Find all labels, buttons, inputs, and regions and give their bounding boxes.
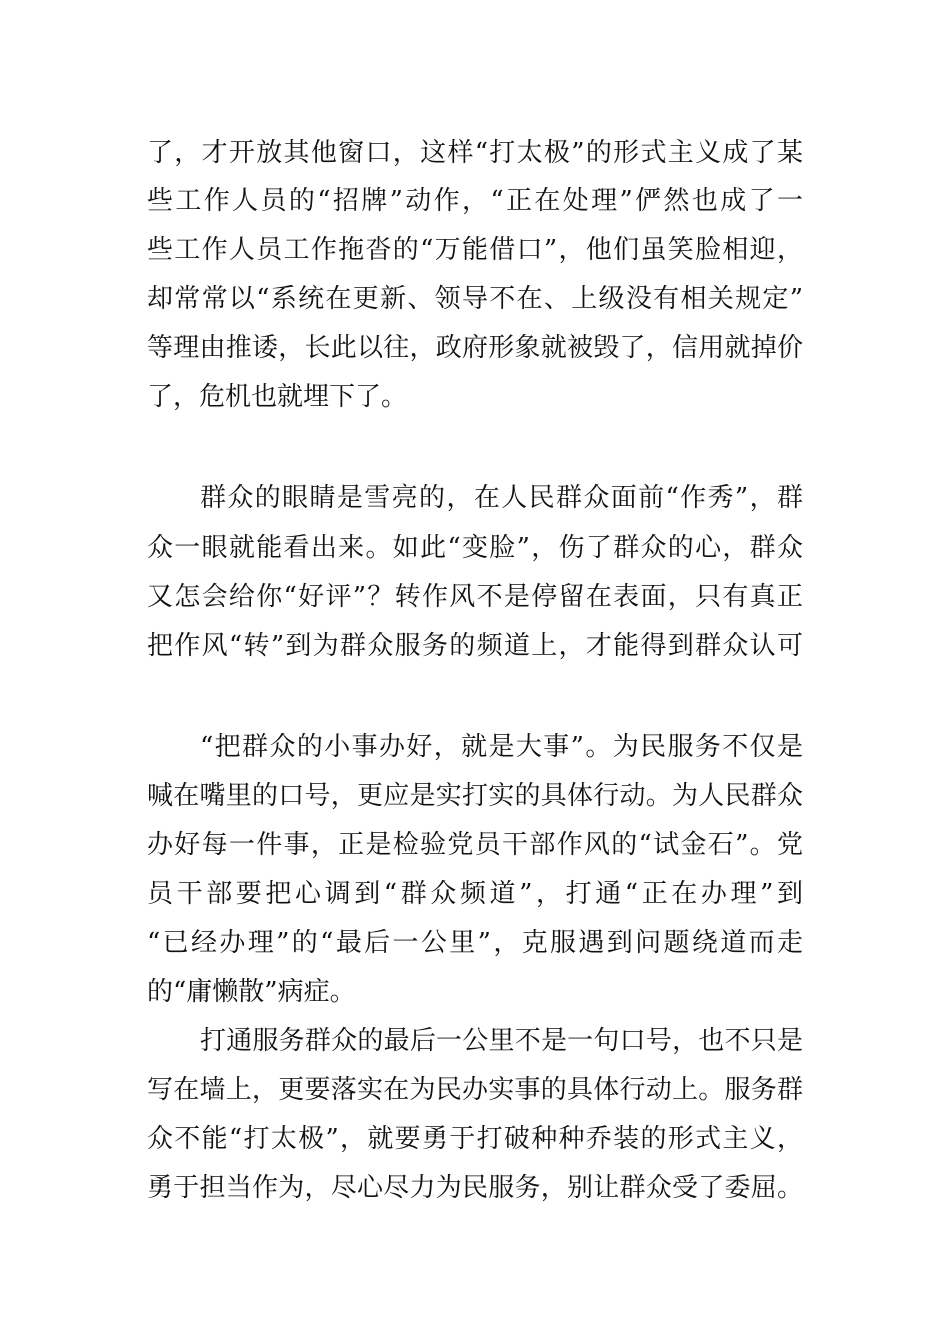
text-line: 群众的眼睛是雪亮的，在人民群众面前“作秀”，群 [200,483,803,513]
text-line: “已经办理”的“最后一公里”，克服遇到问题绕道而走 [147,928,803,958]
text-line: 却常常以“系统在更新、领导不在、上级没有相关规定” [147,284,803,314]
text-line: 又怎会给你“好评”？转作风不是停留在表面，只有真正 [147,582,803,612]
text-line: 些工作人员的“招牌”动作，“正在处理”俨然也成了一 [147,186,803,216]
text-line: 勇于担当作为，尽心尽力为民服务，别让群众受了委屈。 [147,1173,803,1203]
text-line: 喊在嘴里的口号，更应是实打实的具体行动。为人民群众 [147,781,803,811]
text-line: 把作风“转”到为群众服务的频道上，才能得到群众认可 [147,631,803,661]
text-line: 办好每一件事，正是检验党员干部作风的“试金石”。党 [147,830,803,860]
text-line: 了，危机也就埋下了。 [147,382,408,412]
text-line: 众不能“打太极”，就要勇于打破种种乔装的形式主义， [147,1124,803,1154]
text-line: 了，才开放其他窗口，这样“打太极”的形式主义成了某 [147,138,803,168]
text-line: 等理由推诿，长此以往，政府形象就被毁了，信用就掉价 [147,333,803,363]
text-line: 些工作人员工作拖沓的“万能借口”，他们虽笑脸相迎， [147,235,803,265]
text-line: 写在墙上，更要落实在为民办实事的具体行动上。服务群 [147,1075,803,1105]
text-line: 员干部要把心调到“群众频道”，打通“正在办理”到 [147,879,803,909]
text-line: 打通服务群众的最后一公里不是一句口号，也不只是 [200,1026,803,1056]
text-line: “把群众的小事办好，就是大事”。为民服务不仅是 [200,732,803,762]
text-line: 的“庸懒散”病症。 [147,977,356,1007]
text-line: 众一眼就能看出来。如此“变脸”，伤了群众的心，群众 [147,533,803,563]
